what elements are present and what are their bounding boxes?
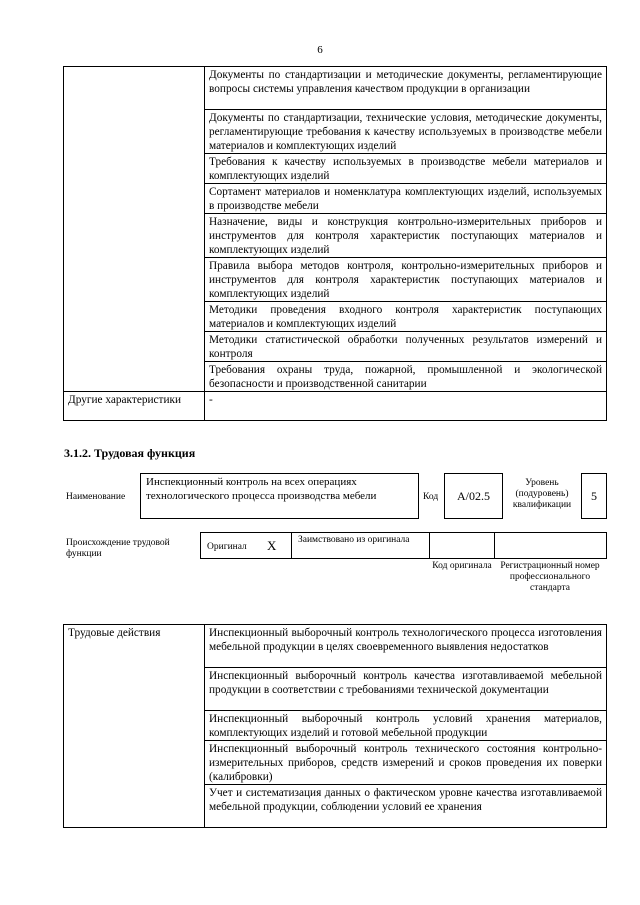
table-cell: Инспекционный выборочный контроль технического состояния контрольно-измерительных приборов, средств измерений и сроков проведения их поверки (калибровки) — [205, 741, 607, 785]
other-characteristics-value: - — [205, 392, 607, 421]
original-mark: X — [267, 538, 277, 553]
borrowed-cell: Заимствовано из оригинала — [291, 532, 430, 559]
code-label: Код — [423, 492, 439, 502]
reg-number-caption: Регистрационный номер профессионального стандарта — [500, 561, 600, 593]
level-value-box: 5 — [581, 473, 607, 519]
table-cell: Правила выбора методов контроля, контрольно-измерительных приборов и инструментов для контроля характеристик поступающих материалов и комплектующих изделий — [205, 258, 607, 302]
table-cell: Сортамент материалов и номенклатура комплектующих изделий, используемых в производстве мебели — [205, 184, 607, 214]
table-label-cell — [64, 67, 205, 392]
origin-label: Происхождение трудовой функции — [66, 538, 170, 559]
reg-number-cell — [494, 532, 607, 559]
table-cell: Требования к качеству используемых в производстве мебели материалов и комплектующих изделий — [205, 154, 607, 184]
table-cell: Инспекционный выборочный контроль технологического процесса изготовления мебельной продукции в целях своевременного выявления недостатков — [205, 625, 607, 668]
code-original-caption: Код оригинала — [432, 561, 492, 571]
table-cell: Документы по стандартизации, технические условия, методические документы, регламентирующие требования к качеству используемых в производстве мебели материалов и комплектующих изделий — [205, 110, 607, 154]
table-row — [64, 67, 607, 110]
section-title: 3.1.2. Трудовая функция — [64, 446, 196, 460]
labor-actions-label: Трудовые действия — [64, 625, 205, 828]
table-cell: Инспекционный выборочный контроль качества изготавливаемой мебельной продукции в соответствии с требованиями технической документации — [205, 668, 607, 711]
table-cell: Инспекционный выборочный контроль условий хранения материалов, комплектующих изделий и готовой мебельной продукции — [205, 711, 607, 741]
original-label: Оригинал — [207, 542, 247, 552]
function-code-box: A/02.5 — [444, 473, 503, 519]
name-label: Наименование — [66, 492, 126, 502]
original-cell — [200, 532, 292, 559]
labor-actions-table — [63, 624, 607, 828]
table-row — [64, 392, 607, 421]
table-cell: Назначение, виды и конструкция контрольно-измерительных приборов и инструментов для контроля характеристик поступающих материалов и комплектующих изделий — [205, 214, 607, 258]
other-characteristics-label: Другие характеристики — [64, 392, 205, 421]
table-cell: Методики статистической обработки полученных результатов измерений и контроля — [205, 332, 607, 362]
original-code-cell — [429, 532, 495, 559]
knowledge-table — [63, 66, 607, 421]
table-cell: Требования охраны труда, пожарной, промышленной и экологической безопасности и производственной санитарии — [205, 362, 607, 392]
level-label: Уровень (подуровень) квалификации — [512, 478, 572, 510]
table-cell: Документы по стандартизации и методические документы, регламентирующие вопросы системы управления качеством продукции в организации — [205, 67, 607, 110]
table-cell: Методики проведения входного контроля характеристик поступающих материалов и комплектующих изделий — [205, 302, 607, 332]
table-row — [64, 625, 607, 668]
table-cell: Учет и систематизация данных о фактическом уровне качества изготавливаемой мебельной продукции, соблюдении условий ее хранения — [205, 785, 607, 828]
function-name-box: Инспекционный контроль на всех операциях технологического процесса производства мебели — [140, 473, 419, 519]
page-number: 6 — [317, 44, 323, 56]
